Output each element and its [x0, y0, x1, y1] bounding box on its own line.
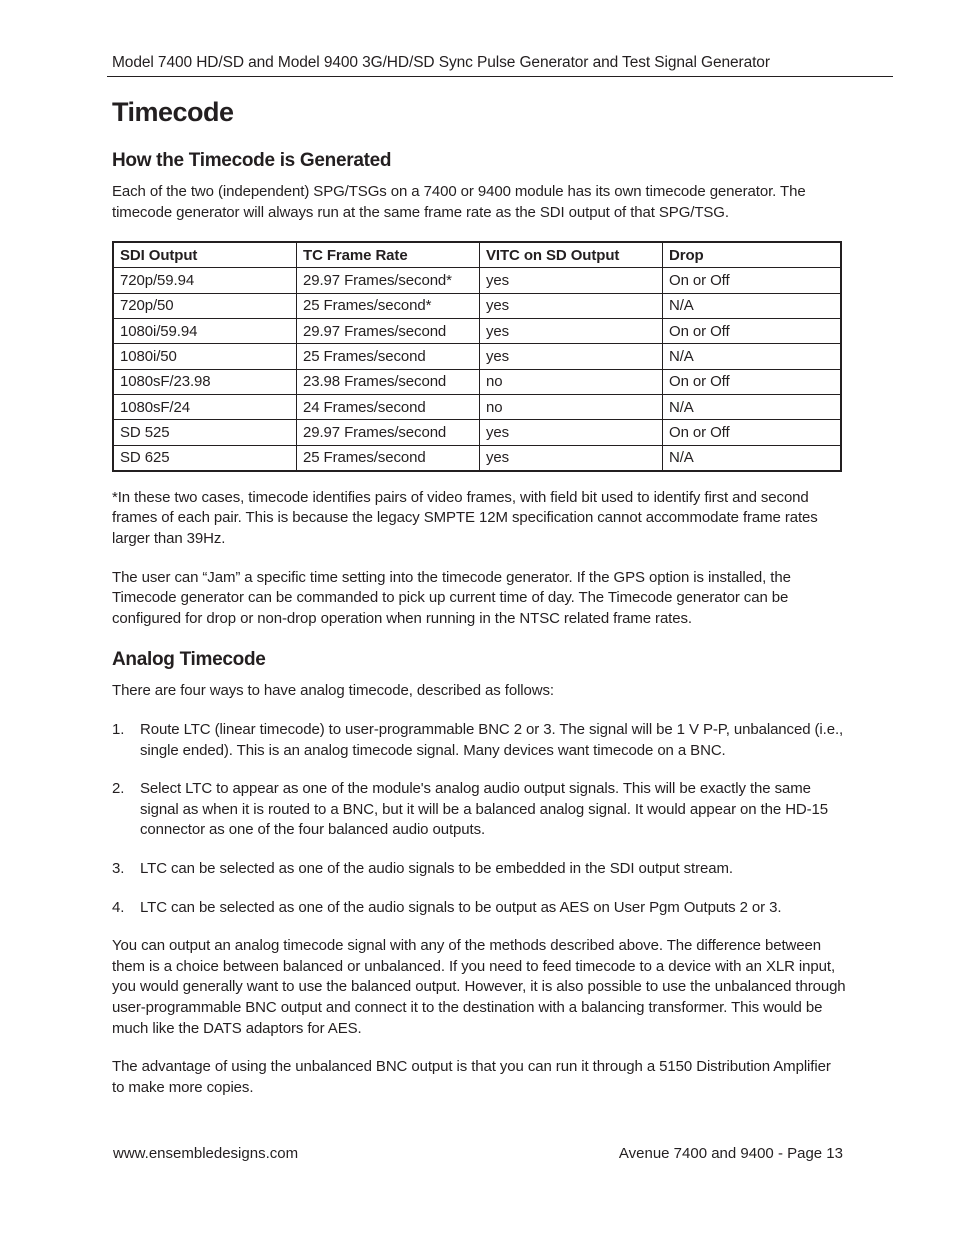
- table-cell: 720p/59.94: [113, 268, 297, 293]
- table-cell: yes: [480, 420, 663, 445]
- table-cell: N/A: [663, 344, 842, 369]
- footer-page-number: Avenue 7400 and 9400 - Page 13: [618, 1145, 843, 1162]
- table-row: [113, 394, 841, 419]
- table-cell: no: [480, 394, 663, 419]
- table-header-cell: TC Frame Rate: [297, 242, 480, 268]
- timecode-table: [112, 241, 842, 472]
- table-cell: 1080i/50: [113, 344, 297, 369]
- table-cell: 1080sF/23.98: [113, 369, 297, 394]
- table-cell: SD 525: [113, 420, 297, 445]
- table-cell: yes: [480, 445, 663, 471]
- table-cell: 1080sF/24: [113, 394, 297, 419]
- table-cell: 25 Frames/second: [297, 445, 480, 471]
- section-intro-analog: There are four ways to have analog timecode, described as follows:: [112, 682, 554, 700]
- table-cell: 720p/50: [113, 293, 297, 318]
- table-header-cell: Drop: [663, 242, 842, 268]
- table-cell: On or Off: [663, 420, 842, 445]
- table-cell: 1080i/59.94: [113, 319, 297, 344]
- table-cell: yes: [480, 344, 663, 369]
- list-item-text: LTC can be selected as one of the audio signals to be embedded in the SDI output stream.: [140, 859, 733, 877]
- list-item: [112, 859, 847, 880]
- table-cell: SD 625: [113, 445, 297, 471]
- table-row: [113, 319, 841, 344]
- table-cell: On or Off: [663, 268, 842, 293]
- list-item: [112, 898, 847, 919]
- page-content: [112, 92, 847, 1098]
- table-row: [113, 420, 841, 445]
- list-item: [112, 779, 847, 841]
- list-item: [112, 720, 847, 761]
- table-cell: yes: [480, 268, 663, 293]
- footer-website-link[interactable]: www.ensembledesigns.com: [113, 1145, 299, 1162]
- table-cell: 24 Frames/second: [297, 394, 480, 419]
- analog-methods-list: [112, 720, 847, 918]
- table-header-cell: SDI Output: [113, 242, 297, 268]
- advantage-paragraph: The advantage of using the unbalanced BNC output is that you can run it through a 5150 Distribution Amplifier to make more copies.: [112, 1058, 831, 1096]
- table-cell: 25 Frames/second: [297, 344, 480, 369]
- table-cell: yes: [480, 293, 663, 318]
- table-cell: On or Off: [663, 369, 842, 394]
- list-item-text: LTC can be selected as one of the audio signals to be output as AES on User Pgm Outputs 2 or 3.: [140, 898, 782, 916]
- table-cell: N/A: [663, 445, 842, 471]
- table-row: [113, 268, 841, 293]
- list-item-number: 3.: [112, 859, 125, 877]
- running-header: Model 7400 HD/SD and Model 9400 3G/HD/SD Sync Pulse Generator and Test Signal Generator: [112, 54, 770, 71]
- list-item-number: 2.: [112, 780, 125, 798]
- header-rule: [107, 76, 893, 77]
- table-cell: N/A: [663, 293, 842, 318]
- table-row: [113, 445, 841, 471]
- table-cell: no: [480, 369, 663, 394]
- table-cell: yes: [480, 319, 663, 344]
- table-cell: 29.97 Frames/second: [297, 420, 480, 445]
- table-cell: 29.97 Frames/second*: [297, 268, 480, 293]
- table-cell: N/A: [663, 394, 842, 419]
- balanced-paragraph: You can output an analog timecode signal with any of the methods described above. The difference between them is a choice between balanced or unbalanced. If you need to feed timecode to a device with an XLR input, you would generally want to use the balanced output. However, it is also possible to use the unbalanced through user-programmable BNC output and connect it to the destination with a balancing transformer. This would be much like the DATS adaptors for AES.: [112, 937, 846, 1037]
- list-item-text: Select LTC to appear as one of the module's analog audio output signals. This will be exactly the same signal as when it is routed to a BNC, but it will be a balanced analog signal. It would appear on the HD-15 connector as one of the four balanced audio outputs.: [140, 780, 829, 839]
- list-item-number: 4.: [112, 898, 125, 916]
- table-header-cell: VITC on SD Output: [480, 242, 663, 268]
- jam-paragraph: The user can “Jam” a specific time setting into the timecode generator. If the GPS option is installed, the Timecode generator can be commanded to pick up current time of day. The Timecode generator can be configured for drop or non-drop operation when running in the NTSC related frame rates.: [112, 568, 791, 627]
- list-item-text: Route LTC (linear timecode) to user-programmable BNC 2 or 3. The signal will be 1 V P-P, unbalanced (i.e., single ended). This is an analog timecode signal. Many devices want timecode on a BNC.: [140, 721, 844, 759]
- page-title: Timecode: [112, 97, 234, 127]
- table-cell: 23.98 Frames/second: [297, 369, 480, 394]
- section-heading-analog: Analog Timecode: [112, 649, 266, 671]
- table-row: [113, 369, 841, 394]
- table-cell: 25 Frames/second*: [297, 293, 480, 318]
- section-intro-generation: Each of the two (independent) SPG/TSGs on a 7400 or 9400 module has its own timecode generator. The timecode generator will always run at the same frame rate as the SDI output of that SPG/TSG.: [112, 183, 806, 221]
- table-cell: 29.97 Frames/second: [297, 319, 480, 344]
- table-footnote: *In these two cases, timecode identifies pairs of video frames, with field bit used to identify first and second frames of each pair. This is because the legacy SMPTE 12M specification cannot accommodate frame rates larger than 39Hz.: [112, 488, 818, 548]
- table-row: [113, 293, 841, 318]
- list-item-number: 1.: [112, 721, 125, 739]
- table-header-row: [113, 242, 841, 268]
- section-heading-generation: How the Timecode is Generated: [112, 150, 392, 171]
- table-row: [113, 344, 841, 369]
- table-cell: On or Off: [663, 319, 842, 344]
